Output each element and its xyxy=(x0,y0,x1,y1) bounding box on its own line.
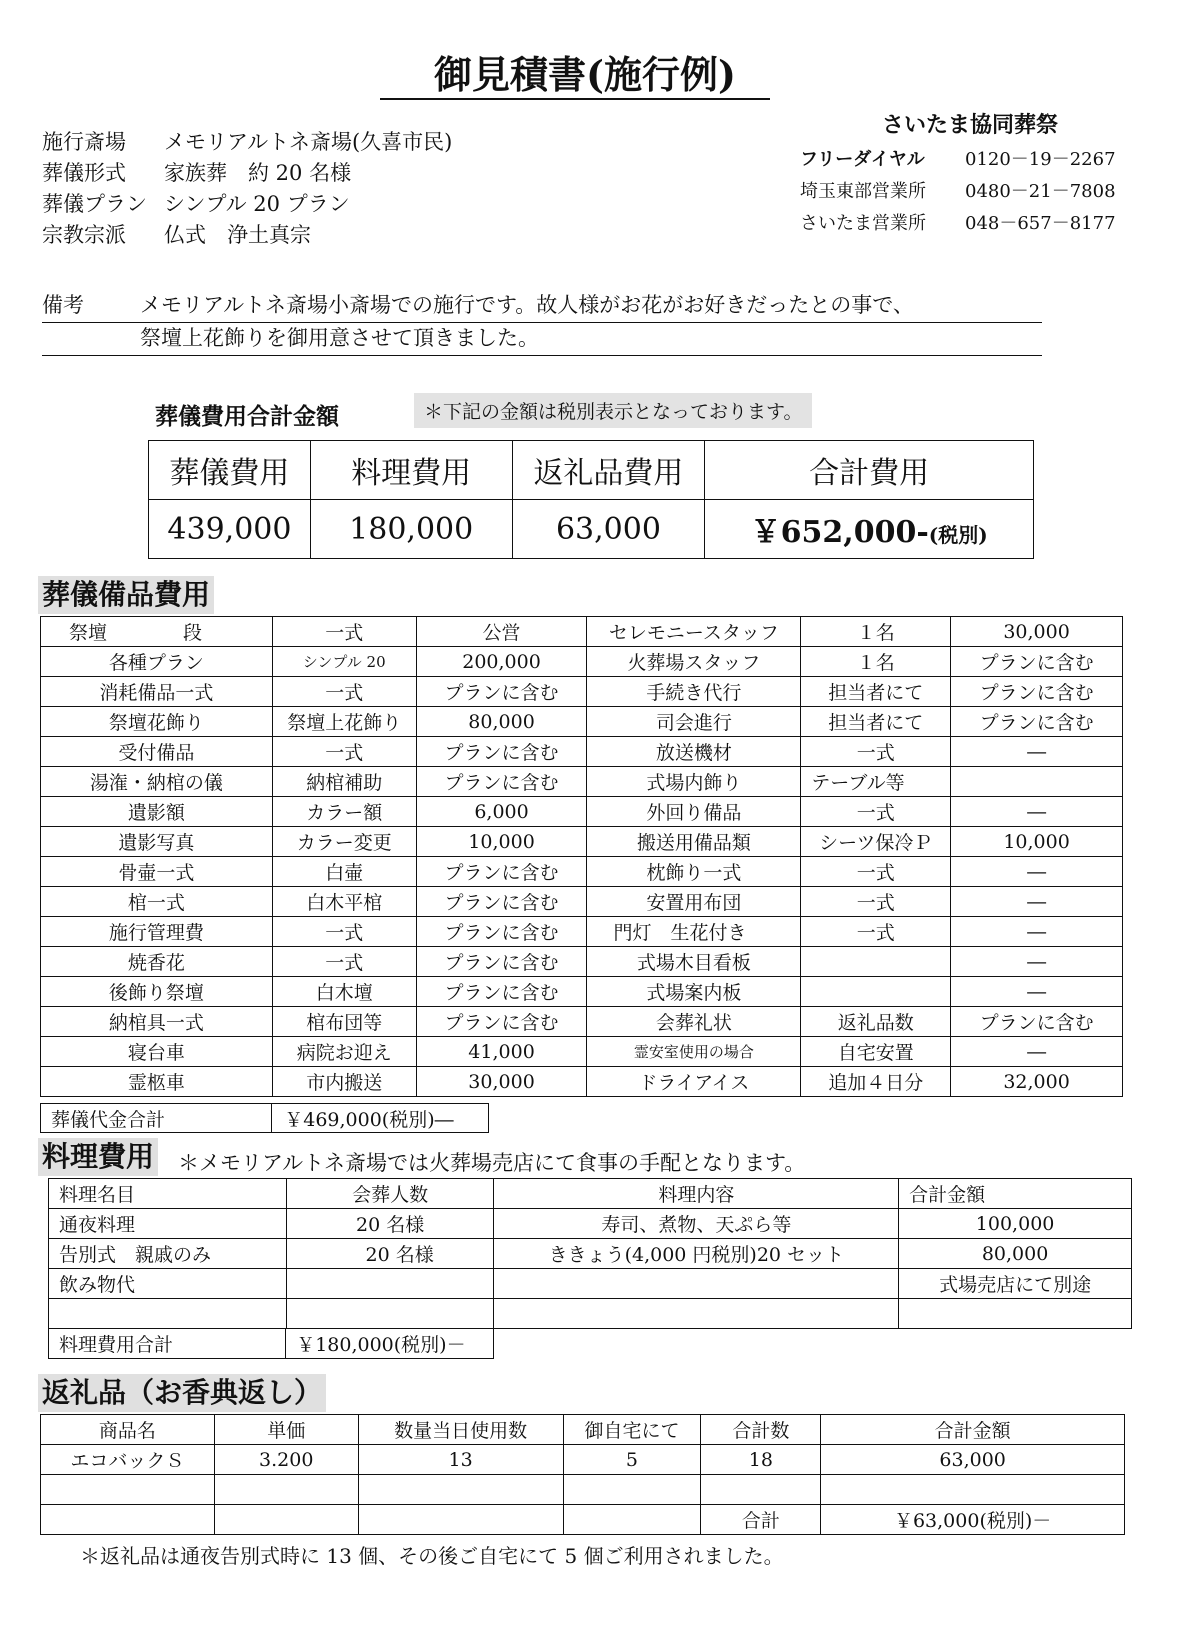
equipment-cell: 寝台車 xyxy=(41,1037,273,1067)
food-cell: ききょう(4,000 円税別)20 セット xyxy=(494,1239,899,1269)
summary-header: 料理費用 xyxy=(310,441,512,500)
info-plan xyxy=(42,188,350,218)
gift-cell xyxy=(358,1475,563,1505)
company-name: さいたま協同葬祭 xyxy=(881,112,1058,138)
equipment-cell: セレモニースタッフ xyxy=(587,617,801,647)
gift-header: 数量当日使用数 xyxy=(358,1415,563,1445)
equipment-cell: 会葬礼状 xyxy=(587,1007,801,1037)
equipment-cell: プランに含む xyxy=(416,887,587,917)
gift-cell: エコバックＳ xyxy=(41,1445,215,1475)
equipment-total-value: ￥469,000(税別)― xyxy=(272,1104,489,1133)
company-block xyxy=(800,108,1130,235)
food-cell: 20 名様 xyxy=(286,1209,494,1239)
equipment-heading: 葬儀備品費用 xyxy=(38,576,214,614)
equipment-cell: 施行管理費 xyxy=(41,917,273,947)
food-total-table xyxy=(48,1328,494,1359)
food-cell xyxy=(494,1299,899,1329)
food-cell: 通夜料理 xyxy=(49,1209,287,1239)
info-format xyxy=(42,157,351,187)
equipment-cell: 霊安室使用の場合 xyxy=(587,1037,801,1067)
info-value: シンプル 20 プラン xyxy=(164,192,350,216)
equipment-cell: ― xyxy=(951,857,1123,887)
phone-number: 048－657－8177 xyxy=(965,213,1116,234)
equipment-cell: テーブル等 xyxy=(801,767,951,797)
equipment-cell: 市内搬送 xyxy=(272,1067,416,1097)
food-cell xyxy=(286,1299,494,1329)
gift-cell: 18 xyxy=(701,1445,821,1475)
info-value: 家族葬 約 20 名様 xyxy=(164,161,352,185)
food-cell xyxy=(899,1299,1132,1329)
summary-table xyxy=(148,440,1034,559)
remarks-line-1 xyxy=(42,290,1042,323)
equipment-cell: 公営 xyxy=(416,617,587,647)
phone-freedial xyxy=(800,145,1130,171)
equipment-cell: ― xyxy=(951,737,1123,767)
table-row xyxy=(41,1037,1123,1067)
gift-total-value: ￥63,000(税別)－ xyxy=(821,1505,1125,1535)
equipment-cell: 消耗備品一式 xyxy=(41,677,273,707)
equipment-cell: ― xyxy=(951,947,1123,977)
gift-cell xyxy=(563,1475,701,1505)
equipment-cell: ドライアイス xyxy=(587,1067,801,1097)
gift-cell xyxy=(358,1505,563,1535)
equipment-cell: 霊柩車 xyxy=(41,1067,273,1097)
equipment-cell: 30,000 xyxy=(951,617,1123,647)
equipment-cell: 一式 xyxy=(801,797,951,827)
equipment-cell: 白壷 xyxy=(272,857,416,887)
gift-cell xyxy=(821,1475,1125,1505)
gifts-table xyxy=(40,1414,1125,1535)
remarks-text-1: メモリアルトネ斎場小斎場での施行です。故人様がお花がお好きだったとの事で、 xyxy=(140,293,914,317)
equipment-cell: 白木平棺 xyxy=(272,887,416,917)
equipment-cell: 骨壷一式 xyxy=(41,857,273,887)
equipment-cell: プランに含む xyxy=(951,647,1123,677)
gift-cell xyxy=(41,1505,215,1535)
equipment-cell: １名 xyxy=(801,647,951,677)
summary-funeral-cost: 439,000 xyxy=(149,500,311,559)
equipment-cell: 焼香花 xyxy=(41,947,273,977)
remarks-block xyxy=(42,290,1042,356)
equipment-cell: ― xyxy=(951,917,1123,947)
food-cell: 80,000 xyxy=(899,1239,1132,1269)
table-row xyxy=(41,1505,1125,1535)
gift-cell: 13 xyxy=(358,1445,563,1475)
equipment-cell: 棺布団等 xyxy=(272,1007,416,1037)
table-row xyxy=(49,1209,1132,1239)
equipment-cell: 遺影写真 xyxy=(41,827,273,857)
equipment-cell: ― xyxy=(951,1037,1123,1067)
gift-cell xyxy=(41,1475,215,1505)
gift-header: 合計金額 xyxy=(821,1415,1125,1445)
equipment-cell: 放送機材 xyxy=(587,737,801,767)
table-row xyxy=(41,947,1123,977)
equipment-table xyxy=(40,616,1123,1097)
equipment-total-table xyxy=(40,1103,489,1133)
summary-header: 葬儀費用 xyxy=(149,441,311,500)
info-venue xyxy=(42,126,452,156)
info-value: メモリアルトネ斎場(久喜市民) xyxy=(164,130,453,154)
equipment-cell: 返礼品数 xyxy=(801,1007,951,1037)
food-heading: 料理費用 xyxy=(38,1138,158,1176)
summary-total-suffix: (税別) xyxy=(928,523,988,547)
table-row xyxy=(41,827,1123,857)
gifts-note: ＊返礼品は通夜告別式時に 13 個、その後ご自宅にて 5 個ご利用されました。 xyxy=(80,1544,784,1568)
equipment-cell: 自宅安置 xyxy=(801,1037,951,1067)
gift-cell xyxy=(214,1475,358,1505)
equipment-cell: 祭壇 段 xyxy=(41,617,273,647)
table-row xyxy=(41,767,1123,797)
info-religion xyxy=(42,219,311,249)
equipment-cell: プランに含む xyxy=(951,1007,1123,1037)
gift-total-label: 合計 xyxy=(701,1505,821,1535)
equipment-cell: 白木壇 xyxy=(272,977,416,1007)
food-cell: 寿司、煮物、天ぷら等 xyxy=(494,1209,899,1239)
food-cell: 100,000 xyxy=(899,1209,1132,1239)
food-note: ＊メモリアルトネ斎場では火葬場売店にて食事の手配となります。 xyxy=(178,1151,806,1175)
equipment-cell: 祭壇上花飾り xyxy=(272,707,416,737)
equipment-cell: 一式 xyxy=(272,947,416,977)
food-table xyxy=(48,1178,1132,1329)
equipment-cell: 式場木目看板 xyxy=(587,947,801,977)
equipment-cell: プランに含む xyxy=(416,767,587,797)
food-cell: 飲み物代 xyxy=(49,1269,287,1299)
equipment-cell: 外回り備品 xyxy=(587,797,801,827)
equipment-cell: 一式 xyxy=(801,737,951,767)
equipment-cell: 搬送用備品類 xyxy=(587,827,801,857)
info-label: 葬儀プラン xyxy=(42,192,147,216)
equipment-cell: 後飾り祭壇 xyxy=(41,977,273,1007)
food-total-value: ￥180,000(税別)－ xyxy=(286,1329,494,1359)
equipment-cell: ― xyxy=(951,977,1123,1007)
equipment-cell xyxy=(951,767,1123,797)
table-row xyxy=(41,977,1123,1007)
equipment-cell xyxy=(801,947,951,977)
gift-cell xyxy=(214,1505,358,1535)
table-row xyxy=(41,647,1123,677)
phone-label: フリーダイヤル xyxy=(800,149,925,170)
gift-header: 御自宅にて xyxy=(563,1415,701,1445)
gift-cell xyxy=(563,1505,701,1535)
table-row xyxy=(41,917,1123,947)
equipment-cell: 安置用布団 xyxy=(587,887,801,917)
equipment-cell: 門灯 生花付き xyxy=(587,917,801,947)
equipment-cell: 司会進行 xyxy=(587,707,801,737)
phone-east-office xyxy=(800,177,1130,203)
table-row xyxy=(41,617,1123,647)
equipment-cell: プランに含む xyxy=(416,737,587,767)
table-row xyxy=(41,1445,1125,1475)
gift-cell: 5 xyxy=(563,1445,701,1475)
info-label: 葬儀形式 xyxy=(42,161,126,185)
remarks-line-2 xyxy=(42,323,1042,356)
phone-label: さいたま営業所 xyxy=(800,213,926,234)
table-row xyxy=(41,1007,1123,1037)
equipment-cell xyxy=(801,977,951,1007)
remarks-text-2: 祭壇上花飾りを御用意させて頂きました。 xyxy=(140,326,539,350)
equipment-cell: 80,000 xyxy=(416,707,587,737)
equipment-cell: 一式 xyxy=(272,677,416,707)
food-cell xyxy=(494,1269,899,1299)
summary-gift-cost: 63,000 xyxy=(512,500,705,559)
table-row xyxy=(41,737,1123,767)
food-cell: 告別式 親戚のみ xyxy=(49,1239,287,1269)
equipment-cell: 担当者にて xyxy=(801,707,951,737)
food-cell: 式場売店にて別途 xyxy=(899,1269,1132,1299)
equipment-cell: 32,000 xyxy=(951,1067,1123,1097)
table-row xyxy=(41,887,1123,917)
equipment-cell: 棺一式 xyxy=(41,887,273,917)
equipment-cell: 手続き代行 xyxy=(587,677,801,707)
equipment-cell: 一式 xyxy=(272,917,416,947)
food-cell xyxy=(49,1299,287,1329)
equipment-cell: プランに含む xyxy=(951,677,1123,707)
summary-header: 返礼品費用 xyxy=(512,441,705,500)
food-cell xyxy=(286,1269,494,1299)
phone-label: 埼玉東部営業所 xyxy=(800,181,926,202)
food-total-label: 料理費用合計 xyxy=(49,1329,286,1359)
equipment-cell: 病院お迎え xyxy=(272,1037,416,1067)
table-row xyxy=(49,1269,1132,1299)
equipment-cell: 各種プラン xyxy=(41,647,273,677)
equipment-cell: 納棺具一式 xyxy=(41,1007,273,1037)
equipment-cell: 6,000 xyxy=(416,797,587,827)
gifts-heading: 返礼品（お香典返し） xyxy=(38,1374,326,1412)
food-header: 料理名目 xyxy=(49,1179,287,1209)
summary-total: ￥652,000- xyxy=(750,515,929,550)
equipment-cell: 受付備品 xyxy=(41,737,273,767)
equipment-cell: 41,000 xyxy=(416,1037,587,1067)
equipment-cell: 式場案内板 xyxy=(587,977,801,1007)
equipment-cell: プランに含む xyxy=(416,977,587,1007)
gift-cell: 63,000 xyxy=(821,1445,1125,1475)
equipment-cell: カラー額 xyxy=(272,797,416,827)
equipment-cell: プランに含む xyxy=(416,917,587,947)
equipment-cell: 一式 xyxy=(801,917,951,947)
equipment-cell: 式場内飾り xyxy=(587,767,801,797)
equipment-cell: 10,000 xyxy=(416,827,587,857)
info-label: 宗教宗派 xyxy=(42,223,126,247)
summary-header: 合計費用 xyxy=(705,441,1034,500)
table-row xyxy=(49,1299,1132,1329)
table-row xyxy=(41,1067,1123,1097)
equipment-cell: ― xyxy=(951,887,1123,917)
summary-food-cost: 180,000 xyxy=(310,500,512,559)
gift-cell xyxy=(701,1475,821,1505)
summary-total-cell xyxy=(705,500,1034,559)
info-value: 仏式 浄土真宗 xyxy=(164,223,311,247)
remarks-label: 備考 xyxy=(42,293,84,317)
food-header: 会葬人数 xyxy=(286,1179,494,1209)
equipment-cell: 遺影額 xyxy=(41,797,273,827)
table-row xyxy=(41,677,1123,707)
phone-saitama-office xyxy=(800,209,1130,235)
info-label: 施行斎場 xyxy=(42,130,126,154)
equipment-cell: 担当者にて xyxy=(801,677,951,707)
equipment-cell: プランに含む xyxy=(416,947,587,977)
equipment-cell: プランに含む xyxy=(416,1007,587,1037)
equipment-cell: 枕飾り一式 xyxy=(587,857,801,887)
equipment-cell: 10,000 xyxy=(951,827,1123,857)
summary-tax-note: ＊下記の金額は税別表示となっております。 xyxy=(414,393,812,428)
table-row xyxy=(41,1475,1125,1505)
equipment-cell: 祭壇花飾り xyxy=(41,707,273,737)
table-row xyxy=(41,857,1123,887)
equipment-cell: 一式 xyxy=(801,887,951,917)
equipment-total-label: 葬儀代金合計 xyxy=(41,1104,272,1133)
phone-number: 0480－21－7808 xyxy=(965,181,1116,202)
equipment-cell: 200,000 xyxy=(416,647,587,677)
equipment-cell: 火葬場スタッフ xyxy=(587,647,801,677)
equipment-cell: プランに含む xyxy=(951,707,1123,737)
equipment-cell: 一式 xyxy=(272,617,416,647)
table-row xyxy=(41,707,1123,737)
equipment-cell: プランに含む xyxy=(416,857,587,887)
equipment-cell: カラー変更 xyxy=(272,827,416,857)
equipment-cell: プランに含む xyxy=(416,677,587,707)
equipment-cell: １名 xyxy=(801,617,951,647)
gift-header: 単価 xyxy=(214,1415,358,1445)
food-header: 料理内容 xyxy=(494,1179,899,1209)
summary-heading: 葬儀費用合計金額 xyxy=(155,403,339,430)
equipment-cell: 一式 xyxy=(272,737,416,767)
food-cell: 20 名様 xyxy=(286,1239,494,1269)
gift-header: 商品名 xyxy=(41,1415,215,1445)
equipment-cell: 30,000 xyxy=(416,1067,587,1097)
table-row xyxy=(41,797,1123,827)
equipment-cell: ― xyxy=(951,797,1123,827)
gift-header: 合計数 xyxy=(701,1415,821,1445)
table-row xyxy=(49,1239,1132,1269)
equipment-cell: シーツ保冷Ｐ xyxy=(801,827,951,857)
gift-cell: 3.200 xyxy=(214,1445,358,1475)
page-title: 御見積書(施行例) xyxy=(380,52,770,100)
equipment-cell: 追加４日分 xyxy=(801,1067,951,1097)
equipment-cell: シンプル 20 xyxy=(272,647,416,677)
equipment-cell: 一式 xyxy=(801,857,951,887)
equipment-cell: 納棺補助 xyxy=(272,767,416,797)
phone-number: 0120－19－2267 xyxy=(965,149,1116,170)
food-header: 合計金額 xyxy=(899,1179,1132,1209)
equipment-cell: 湯潅・納棺の儀 xyxy=(41,767,273,797)
